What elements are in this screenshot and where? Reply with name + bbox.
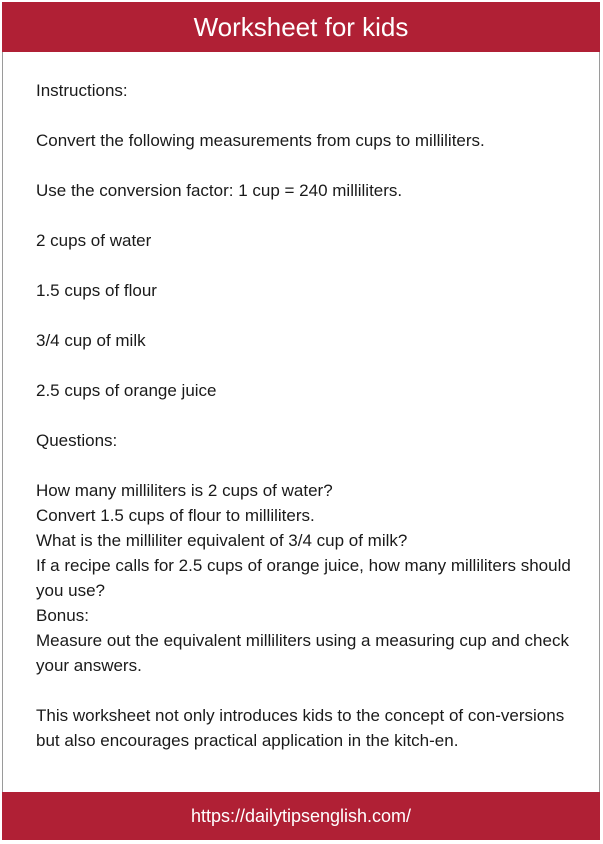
measurement-item: 3/4 cup of milk <box>36 331 146 350</box>
measurement-item: 2.5 cups of orange juice <box>36 381 217 400</box>
closing-text: This worksheet not only introduces kids to the concept of con-versions but also encourages practical application in the kitch-en. <box>36 706 565 750</box>
bonus-text: Measure out the equivalent milliliters using a measuring cup and check your answers. <box>36 631 569 675</box>
question-item: Convert 1.5 cups of flour to milliliters. <box>36 506 315 525</box>
page-title: Worksheet for kids <box>193 11 409 42</box>
instructions-heading: Instructions: <box>36 81 128 100</box>
instruction-text: Use the conversion factor: 1 cup = 240 milliliters. <box>36 181 403 200</box>
footer-url: https://dailytipsenglish.com/ <box>190 805 412 826</box>
footer-banner <box>2 792 600 840</box>
question-item: What is the milliliter equivalent of 3/4 cup of milk? <box>36 531 408 550</box>
measurement-item: 1.5 cups of flour <box>36 281 157 300</box>
question-item: How many milliliters is 2 cups of water? <box>36 481 333 500</box>
question-item: If a recipe calls for 2.5 cups of orange juice, how many milliliters should you use? <box>36 556 571 600</box>
bonus-heading: Bonus: <box>36 606 89 625</box>
worksheet-content <box>36 78 576 753</box>
instruction-text: Convert the following measurements from cups to milliliters. <box>36 131 485 150</box>
header-banner <box>2 2 600 52</box>
questions-heading: Questions: <box>36 431 118 450</box>
measurement-item: 2 cups of water <box>36 231 152 250</box>
